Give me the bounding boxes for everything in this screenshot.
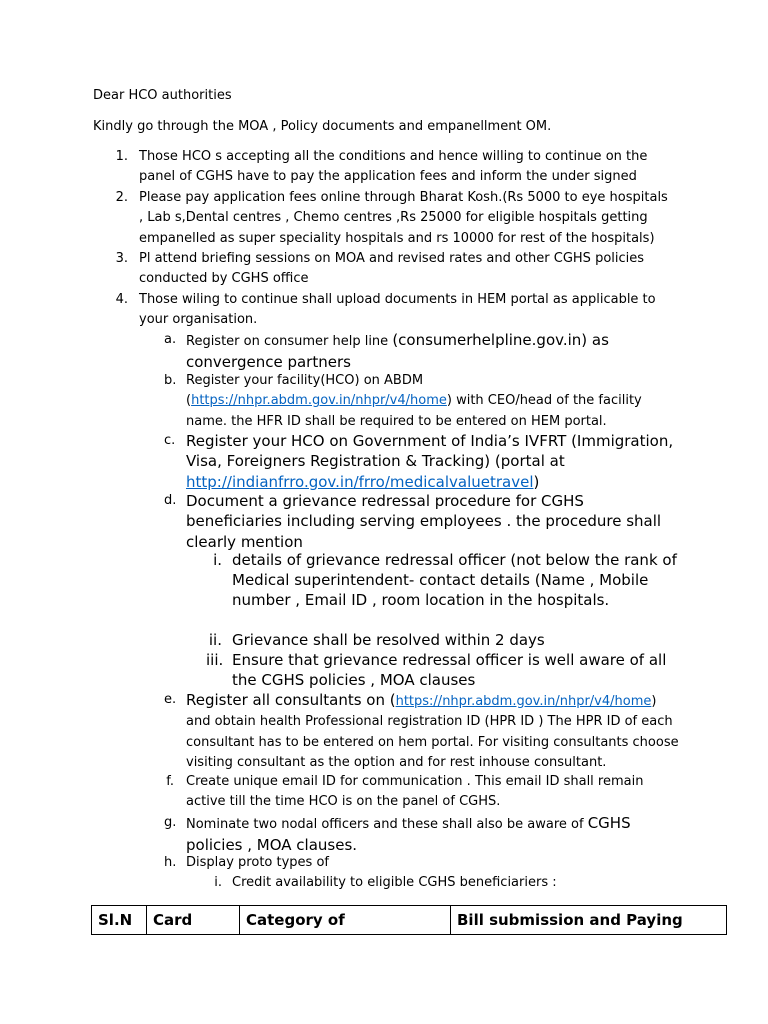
list-item-text: Display proto types of <box>186 855 329 870</box>
list-item-text: Grievance shall be resolved within 2 days <box>232 631 545 649</box>
list-item-text: (consumerhelpline.gov.in) as convergence partners <box>186 331 609 372</box>
list-item-text: details of grievance redressal officer (not below the rank of Medical superintendent- contact details (Name , Mobile number , Email ID , room location in the hospitals. <box>232 551 677 609</box>
list-item-text: Register on consumer help line <box>186 334 393 349</box>
list-item-text: and obtain health Professional registration ID (HPR ID ) The HPR ID of each consultant has to be entered on hem portal. For visiting consultants choose visiting consultant as the option and for rest inhouse consultant. <box>186 714 679 770</box>
list-item-text: Those wiling to continue shall upload documents in HEM portal as applicable to your organisation. <box>139 292 656 328</box>
list-marker: 4. <box>115 292 128 307</box>
hpr-link[interactable]: https://nhpr.abdm.gov.in/nhpr/v4/home <box>395 694 652 709</box>
table-header-cell: Bill submission and Paying <box>451 906 727 935</box>
list-marker: h. <box>164 855 177 870</box>
list-marker: f. <box>166 774 174 789</box>
list-marker: a. <box>164 332 177 347</box>
intro-paragraph: Kindly go through the MOA , Policy documents and empanellment OM. <box>93 119 552 134</box>
list-item-text: CGHS policies , MOA clauses. <box>186 814 631 855</box>
list-item-text: Register all consultants on ( <box>186 691 396 709</box>
abdm-link[interactable]: https://nhpr.abdm.gov.in/nhpr/v4/home <box>191 393 447 409</box>
list-marker: d. <box>164 493 177 508</box>
list-marker: 2. <box>115 190 128 205</box>
list-item-text: Register your facility(HCO) on ABDM ( <box>186 373 424 409</box>
list-marker: 3. <box>115 251 128 266</box>
list-marker: g. <box>164 815 177 830</box>
list-item-text: Please pay application fees online through Bharat Kosh.(Rs 5000 to eye hospitals , Lab s,Dental centres , Chemo centres ,Rs 25000 for eligible hospitals getting empanelled as super speciality hospitals and rs 10000 for rest of the hospitals) <box>139 190 668 246</box>
list-marker: c. <box>164 433 176 448</box>
list-marker: i. <box>213 551 222 569</box>
list-item-text: Pl attend briefing sessions on MOA and revised rates and other CGHS policies conducted by CGHS office <box>139 251 645 287</box>
table-header-row <box>92 906 727 935</box>
list-item-text: Those HCO s accepting all the conditions and hence willing to continue on the panel of CGHS have to pay the application fees and inform the under signed <box>139 149 648 185</box>
list-item-text: Ensure that grievance redressal officer is well aware of all the CGHS policies , MOA clauses <box>232 651 667 689</box>
list-item-text: ) with CEO/head of the facility name. the HFR ID shall be required to be entered on HEM portal. <box>186 393 642 429</box>
list-marker: b. <box>164 373 177 388</box>
list-item-text: Document a grievance redressal procedure for CGHS beneficiaries including serving employees . the procedure shall clearly mention <box>186 492 662 551</box>
table-header-cell: Sl.N <box>92 906 147 935</box>
list-marker: 1. <box>115 149 128 164</box>
list-item-text: Register your HCO on Government of India’s IVFRT (Immigration, Visa, Foreigners Registration & Tracking) (portal at <box>186 432 674 471</box>
list-item-text: Nominate two nodal officers and these shall also be aware of <box>186 817 588 832</box>
list-marker: e. <box>164 692 177 707</box>
table-header-cell: Card <box>147 906 240 935</box>
list-marker: ii. <box>208 631 222 649</box>
list-item-text: Create unique email ID for communication . This email ID shall remain active till the time HCO is on the panel of CGHS. <box>186 774 644 810</box>
list-marker: iii. <box>206 651 224 669</box>
list-item-text: ) <box>651 694 657 709</box>
list-marker: i. <box>214 875 222 890</box>
list-item-text: Credit availability to eligible CGHS beneficiariers : <box>232 875 557 890</box>
ivfrt-link[interactable]: http://indianfrro.gov.in/frro/medicalvaluetravel <box>186 472 534 491</box>
table-header-cell: Category of <box>240 906 451 935</box>
greeting: Dear HCO authorities <box>93 88 232 103</box>
credit-table <box>91 905 727 935</box>
list-item-text: ) <box>533 472 540 491</box>
